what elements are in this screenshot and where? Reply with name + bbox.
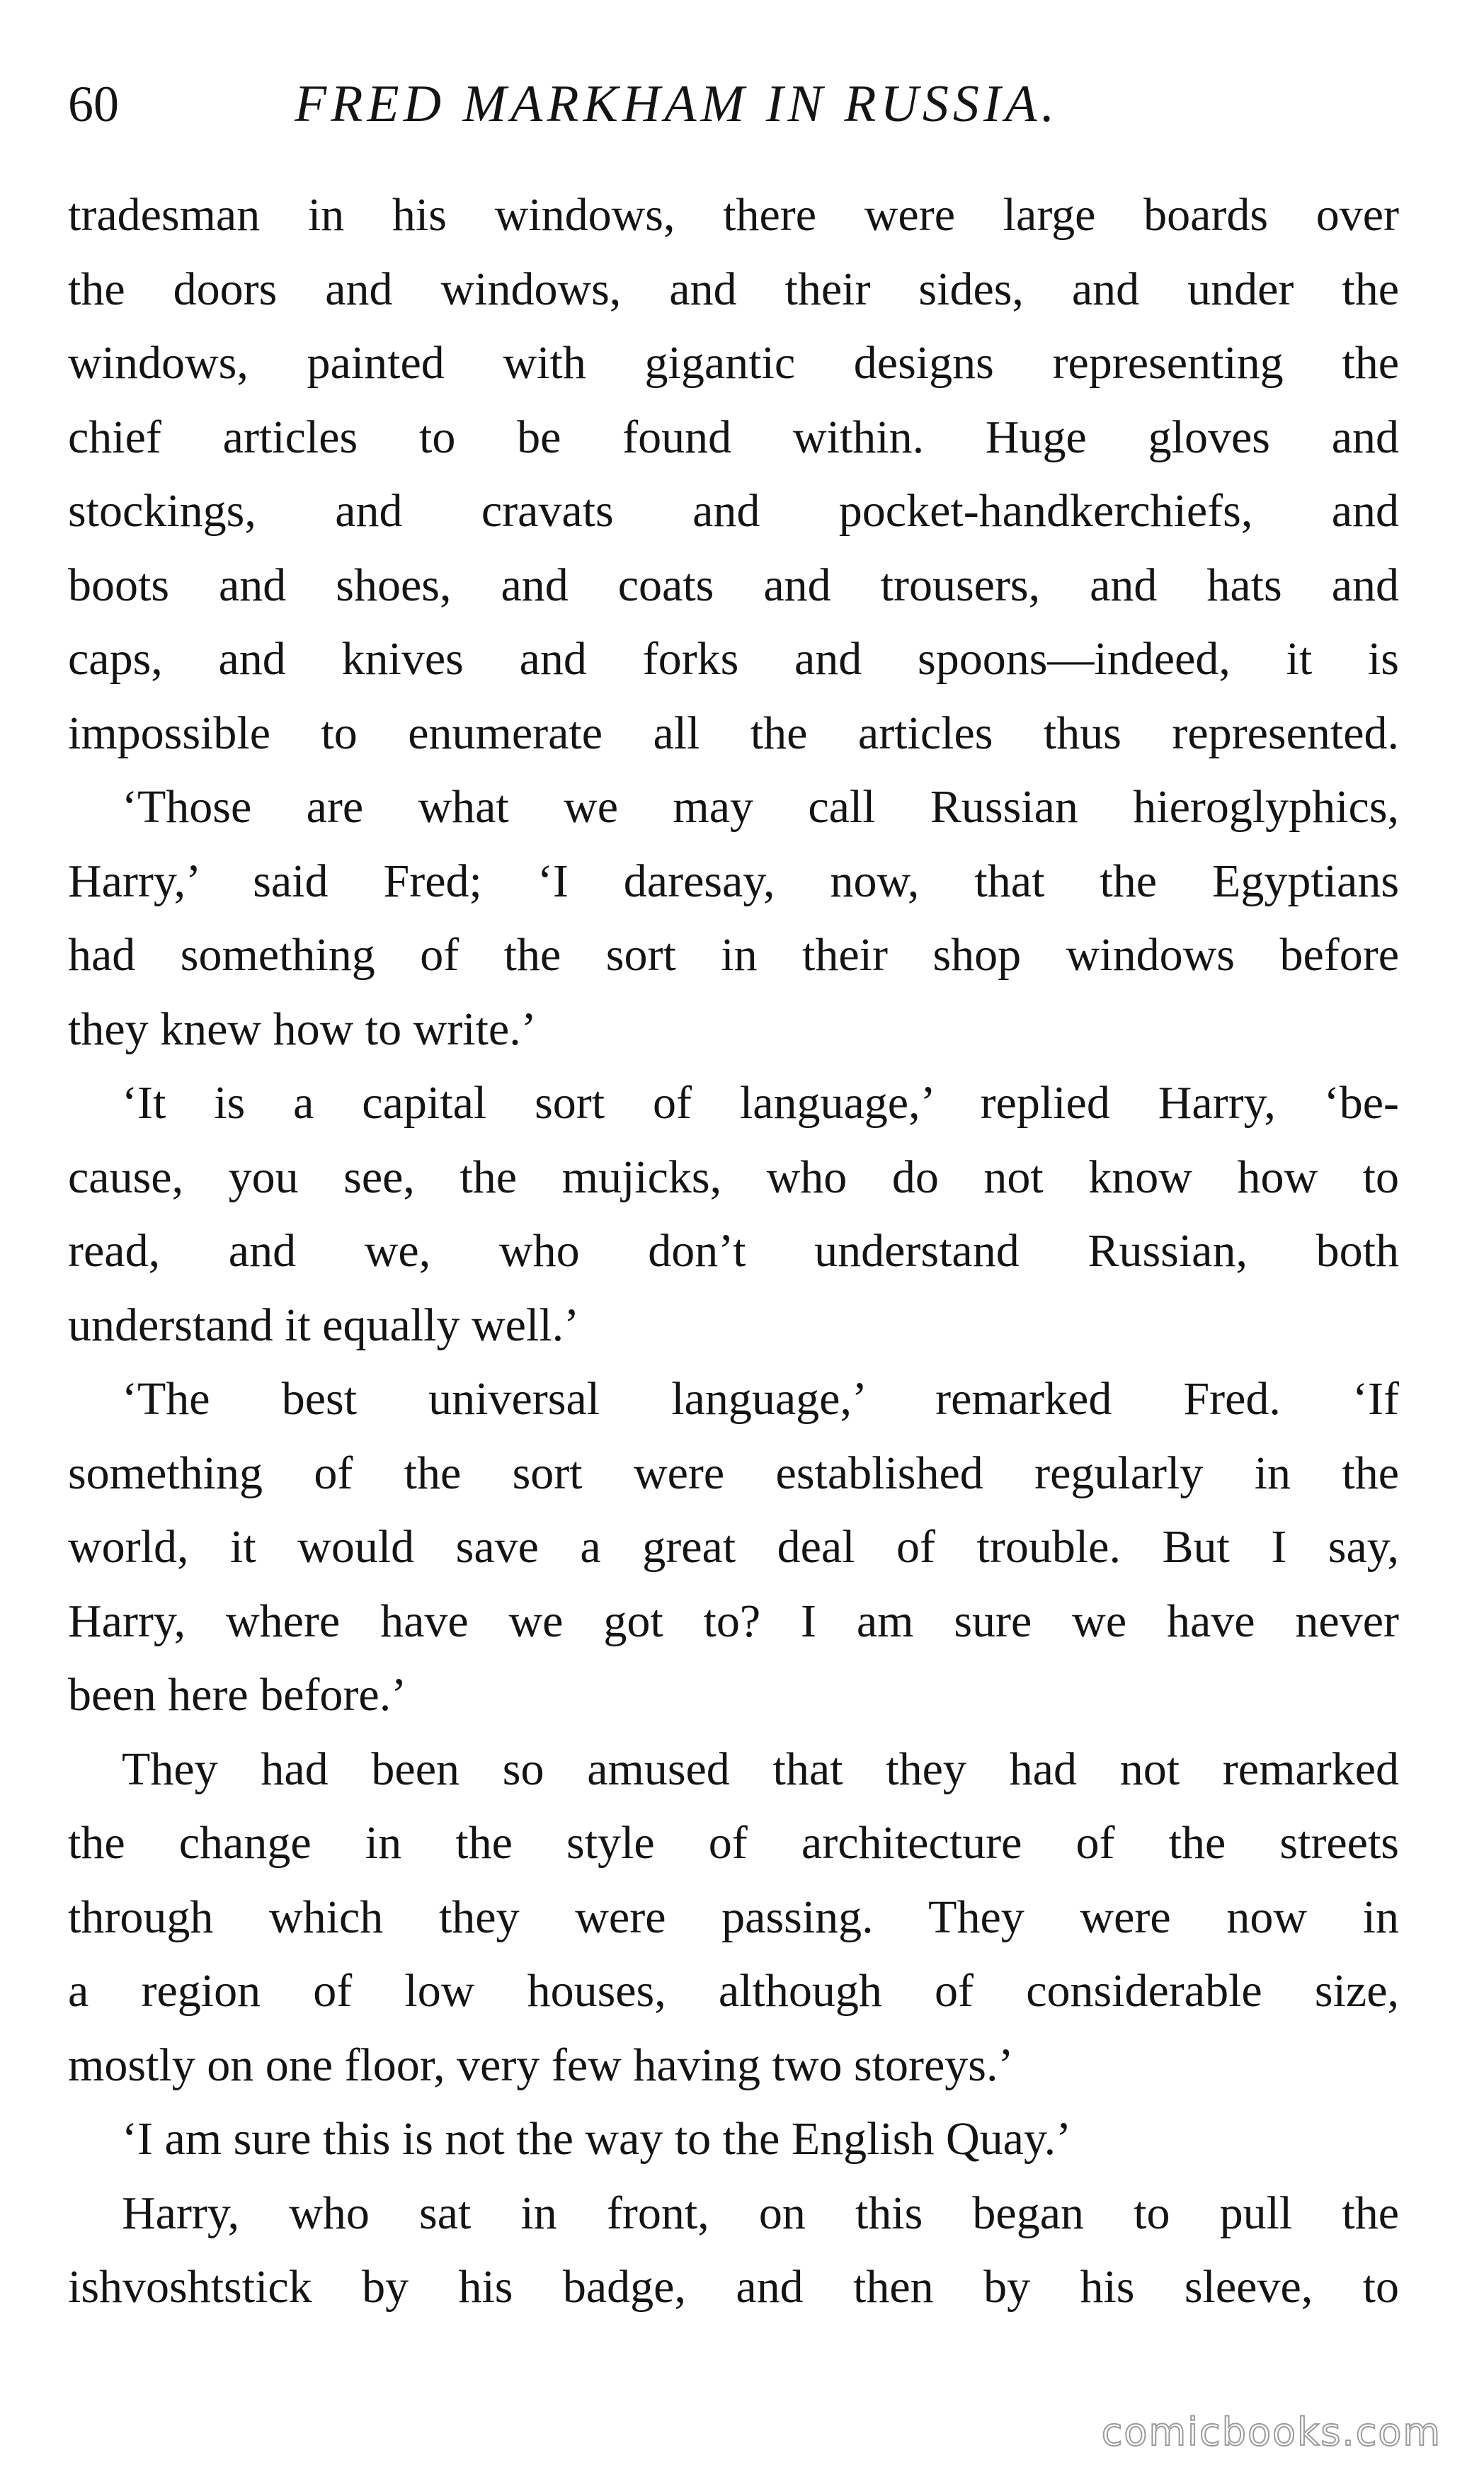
text-line: had something of the sort in their shop windows before bbox=[68, 929, 1399, 981]
text-line: mostly on one floor, very few having two storeys.’ bbox=[68, 2039, 1014, 2091]
text-line: windows, painted with gigantic designs representing the bbox=[68, 337, 1399, 389]
text-line: been here before.’ bbox=[68, 1669, 407, 1721]
text-line: Harry,’ said Fred; ‘I daresay, now, that the Egyptians bbox=[68, 855, 1399, 907]
text-line: impossible to enumerate all the articles thus represented. bbox=[68, 707, 1399, 759]
text-line: something of the sort were established regularly in the bbox=[68, 1447, 1399, 1499]
text-line: ishvoshtstick by his badge, and then by his sleeve, to bbox=[68, 2261, 1399, 2313]
body-text bbox=[68, 178, 1399, 2325]
text-line: the change in the style of architecture of the streets bbox=[68, 1817, 1399, 1869]
text-line: they knew how to write.’ bbox=[68, 1003, 537, 1055]
text-line: ‘Those are what we may call Russian hieroglyphics, bbox=[122, 781, 1399, 833]
text-line: cause, you see, the mujicks, who do not know how to bbox=[68, 1151, 1399, 1203]
text-line: a region of low houses, although of considerable size, bbox=[68, 1965, 1399, 2017]
text-line: boots and shoes, and coats and trousers, and hats and bbox=[68, 559, 1399, 611]
text-line: Harry, who sat in front, on this began to pull the bbox=[122, 2187, 1399, 2239]
text-line: ‘I am sure this is not the way to the English Quay.’ bbox=[122, 2113, 1072, 2165]
text-line: stockings, and cravats and pocket-handkerchiefs, and bbox=[68, 485, 1399, 537]
text-line: They had been so amused that they had not remarked bbox=[122, 1743, 1399, 1795]
text-line: read, and we, who don’t understand Russian, both bbox=[68, 1225, 1399, 1277]
text-line: chief articles to be found within. Huge gloves and bbox=[68, 411, 1399, 463]
text-line: caps, and knives and forks and spoons—indeed, it is bbox=[68, 633, 1399, 685]
text-line: understand it equally well.’ bbox=[68, 1299, 580, 1351]
watermark-logo: comicbooks.com bbox=[1101, 2410, 1442, 2454]
text-line: through which they were passing. They were now in bbox=[68, 1891, 1399, 1943]
running-head bbox=[68, 65, 1420, 143]
running-title: FRED MARKHAM IN RUSSIA. bbox=[295, 75, 1059, 133]
text-line: ‘It is a capital sort of language,’ replied Harry, ‘be- bbox=[122, 1077, 1399, 1129]
text-line: tradesman in his windows, there were large boards over bbox=[68, 189, 1399, 241]
text-line: world, it would save a great deal of trouble. But I say, bbox=[68, 1521, 1399, 1573]
text-line: Harry, where have we got to? I am sure we have never bbox=[68, 1595, 1399, 1647]
text-line: the doors and windows, and their sides, and under the bbox=[68, 263, 1399, 315]
page-number: 60 bbox=[68, 76, 119, 132]
text-line: ‘The best universal language,’ remarked Fred. ‘If bbox=[122, 1373, 1399, 1425]
